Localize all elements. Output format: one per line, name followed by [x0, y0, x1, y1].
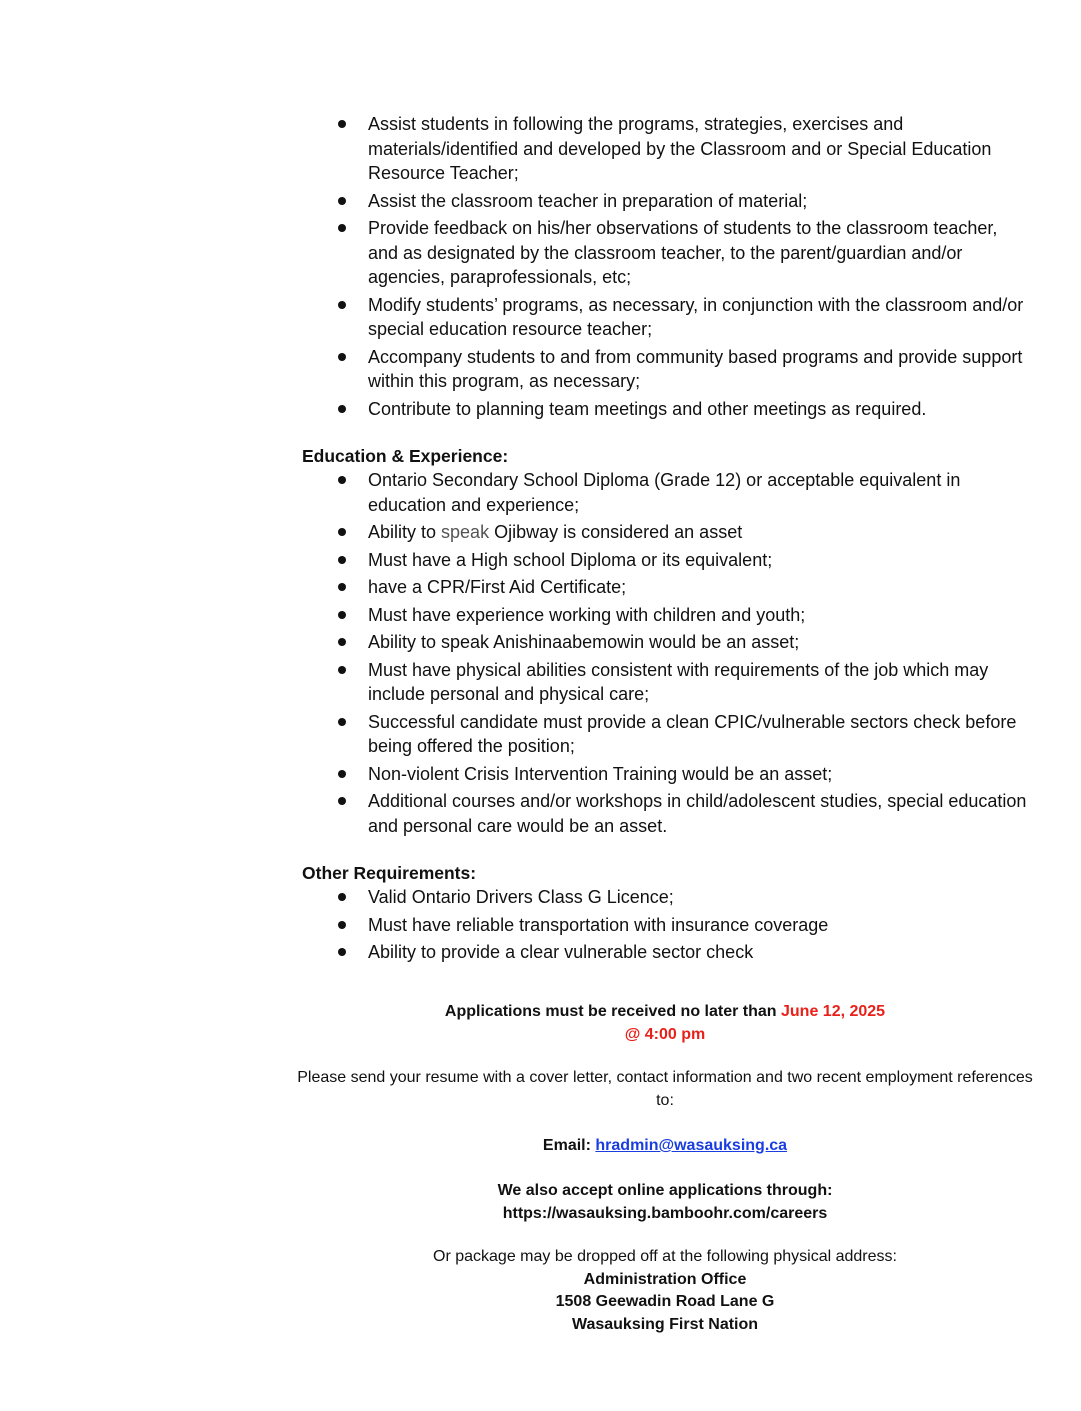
list-item	[302, 789, 1032, 838]
list-item-text: Valid Ontario Drivers Class G Licence;	[368, 887, 674, 907]
online-intro: We also accept online applications through:	[497, 1182, 833, 1199]
list-item	[302, 189, 1032, 214]
list-item	[302, 762, 1032, 787]
bullet-icon	[338, 120, 346, 128]
deadline-date: June 12, 2025	[781, 1003, 886, 1020]
education-heading: Education & Experience:	[302, 446, 509, 466]
list-item-text: Must have a High school Diploma or its equivalent;	[368, 549, 773, 570]
dropoff-intro: Or package may be dropped off at the following physical address:	[433, 1248, 897, 1265]
address-line-community: Wasauksing First Nation	[571, 1315, 759, 1333]
education-list	[302, 468, 1032, 838]
list-item	[302, 630, 1032, 655]
bullet-icon	[338, 770, 346, 778]
email-line	[295, 1134, 1035, 1157]
list-item-text: Ontario Secondary School Diploma (Grade 12) or acceptable equivalent in education and experience;	[368, 470, 961, 515]
bullet-icon	[338, 948, 346, 956]
bullet-icon	[338, 301, 346, 309]
list-item	[302, 345, 1032, 394]
list-item-text: Must have reliable transportation with insurance coverage	[368, 914, 829, 935]
list-item	[302, 885, 1032, 910]
bullet-icon	[338, 556, 346, 564]
list-item-text-part: speak	[441, 522, 490, 542]
list-item-text: Ability to provide a clear vulnerable sector check	[368, 942, 754, 962]
list-item	[302, 216, 1032, 290]
email-link[interactable]: hradmin@wasauksing.ca	[595, 1137, 788, 1154]
list-item	[302, 575, 1032, 600]
list-item-text-part: Ojibway is considered an asset	[489, 522, 743, 542]
bullet-icon	[338, 718, 346, 726]
content-column	[302, 112, 1032, 968]
bullet-icon	[338, 797, 346, 805]
bullet-icon	[338, 583, 346, 591]
bullet-icon	[338, 638, 346, 646]
deadline-notice	[295, 1000, 1035, 1046]
bullet-icon	[338, 197, 346, 205]
list-item-text: have a CPR/First Aid Certificate;	[368, 577, 627, 597]
bullet-icon	[338, 921, 346, 929]
online-applications	[295, 1179, 1035, 1225]
bullet-icon	[338, 893, 346, 901]
list-item	[302, 468, 1032, 517]
other-requirements-list	[302, 885, 1032, 965]
list-item-text: Must have physical abilities consistent with requirements of the job which may include personal and physical care;	[368, 659, 989, 704]
deadline-time: @ 4:00 pm	[624, 1026, 706, 1043]
send-instructions: Please send your resume with a cover letter, contact information and two recent employment references to:	[297, 1069, 1033, 1109]
list-item-text: Ability to speak Anishinaabemowin would be an asset;	[368, 632, 800, 652]
email-label: Email:	[542, 1137, 596, 1154]
list-item-text: Non-violent Crisis Intervention Training would be an asset;	[368, 763, 833, 784]
bullet-icon	[338, 666, 346, 674]
list-item	[302, 710, 1032, 759]
bullet-icon	[338, 405, 346, 413]
list-item	[302, 603, 1032, 628]
list-item	[302, 293, 1032, 342]
list-item-text: Contribute to planning team meetings and other meetings as required.	[368, 398, 927, 419]
bullet-icon	[338, 611, 346, 619]
bullet-icon	[338, 476, 346, 484]
list-item	[302, 940, 1032, 965]
list-item-text-part: Ability to	[368, 522, 442, 542]
list-item	[302, 913, 1032, 938]
list-item-text: Accompany students to and from community based programs and provide support within this program, as necessary;	[368, 346, 1023, 391]
bullet-icon	[338, 528, 346, 536]
list-item	[302, 397, 1032, 422]
address-line-street: 1508 Geewadin Road Lane G	[555, 1293, 775, 1310]
list-item-text: Modify students’ programs, as necessary, in conjunction with the classroom and/or special education resource teacher;	[368, 294, 1024, 339]
other-requirements-heading: Other Requirements:	[302, 863, 477, 883]
list-item-text: Assist the classroom teacher in preparation of material;	[368, 190, 808, 211]
bullet-icon	[338, 353, 346, 361]
list-item	[302, 658, 1032, 707]
address-line-office: Administration Office	[583, 1270, 747, 1288]
duties-list	[302, 112, 1032, 421]
list-item-text: Must have experience working with children and youth;	[368, 604, 806, 625]
list-item	[302, 112, 1032, 186]
list-item-text: Successful candidate must provide a clean CPIC/vulnerable sectors check before being offered the position;	[368, 711, 1017, 756]
list-item-text: Additional courses and/or workshops in child/adolescent studies, special education and personal care would be an asset.	[368, 791, 1027, 836]
list-item-text: Assist students in following the programs, strategies, exercises and materials/identified and developed by the Classroom and or Special Education Resource Teacher;	[368, 114, 992, 183]
dropoff-info	[295, 1246, 1035, 1336]
bullet-icon	[338, 224, 346, 232]
list-item	[302, 548, 1032, 573]
careers-url: https://wasauksing.bamboohr.com/careers	[502, 1205, 828, 1222]
list-item	[302, 520, 1032, 545]
list-item-text: Provide feedback on his/her observations of students to the classroom teacher, and as designated by the classroom teacher, to the parent/guardian and/or agencies, paraprofessionals, etc;	[368, 218, 998, 287]
deadline-line	[295, 1000, 1035, 1023]
deadline-prefix: Applications must be received no later than	[444, 1003, 781, 1020]
